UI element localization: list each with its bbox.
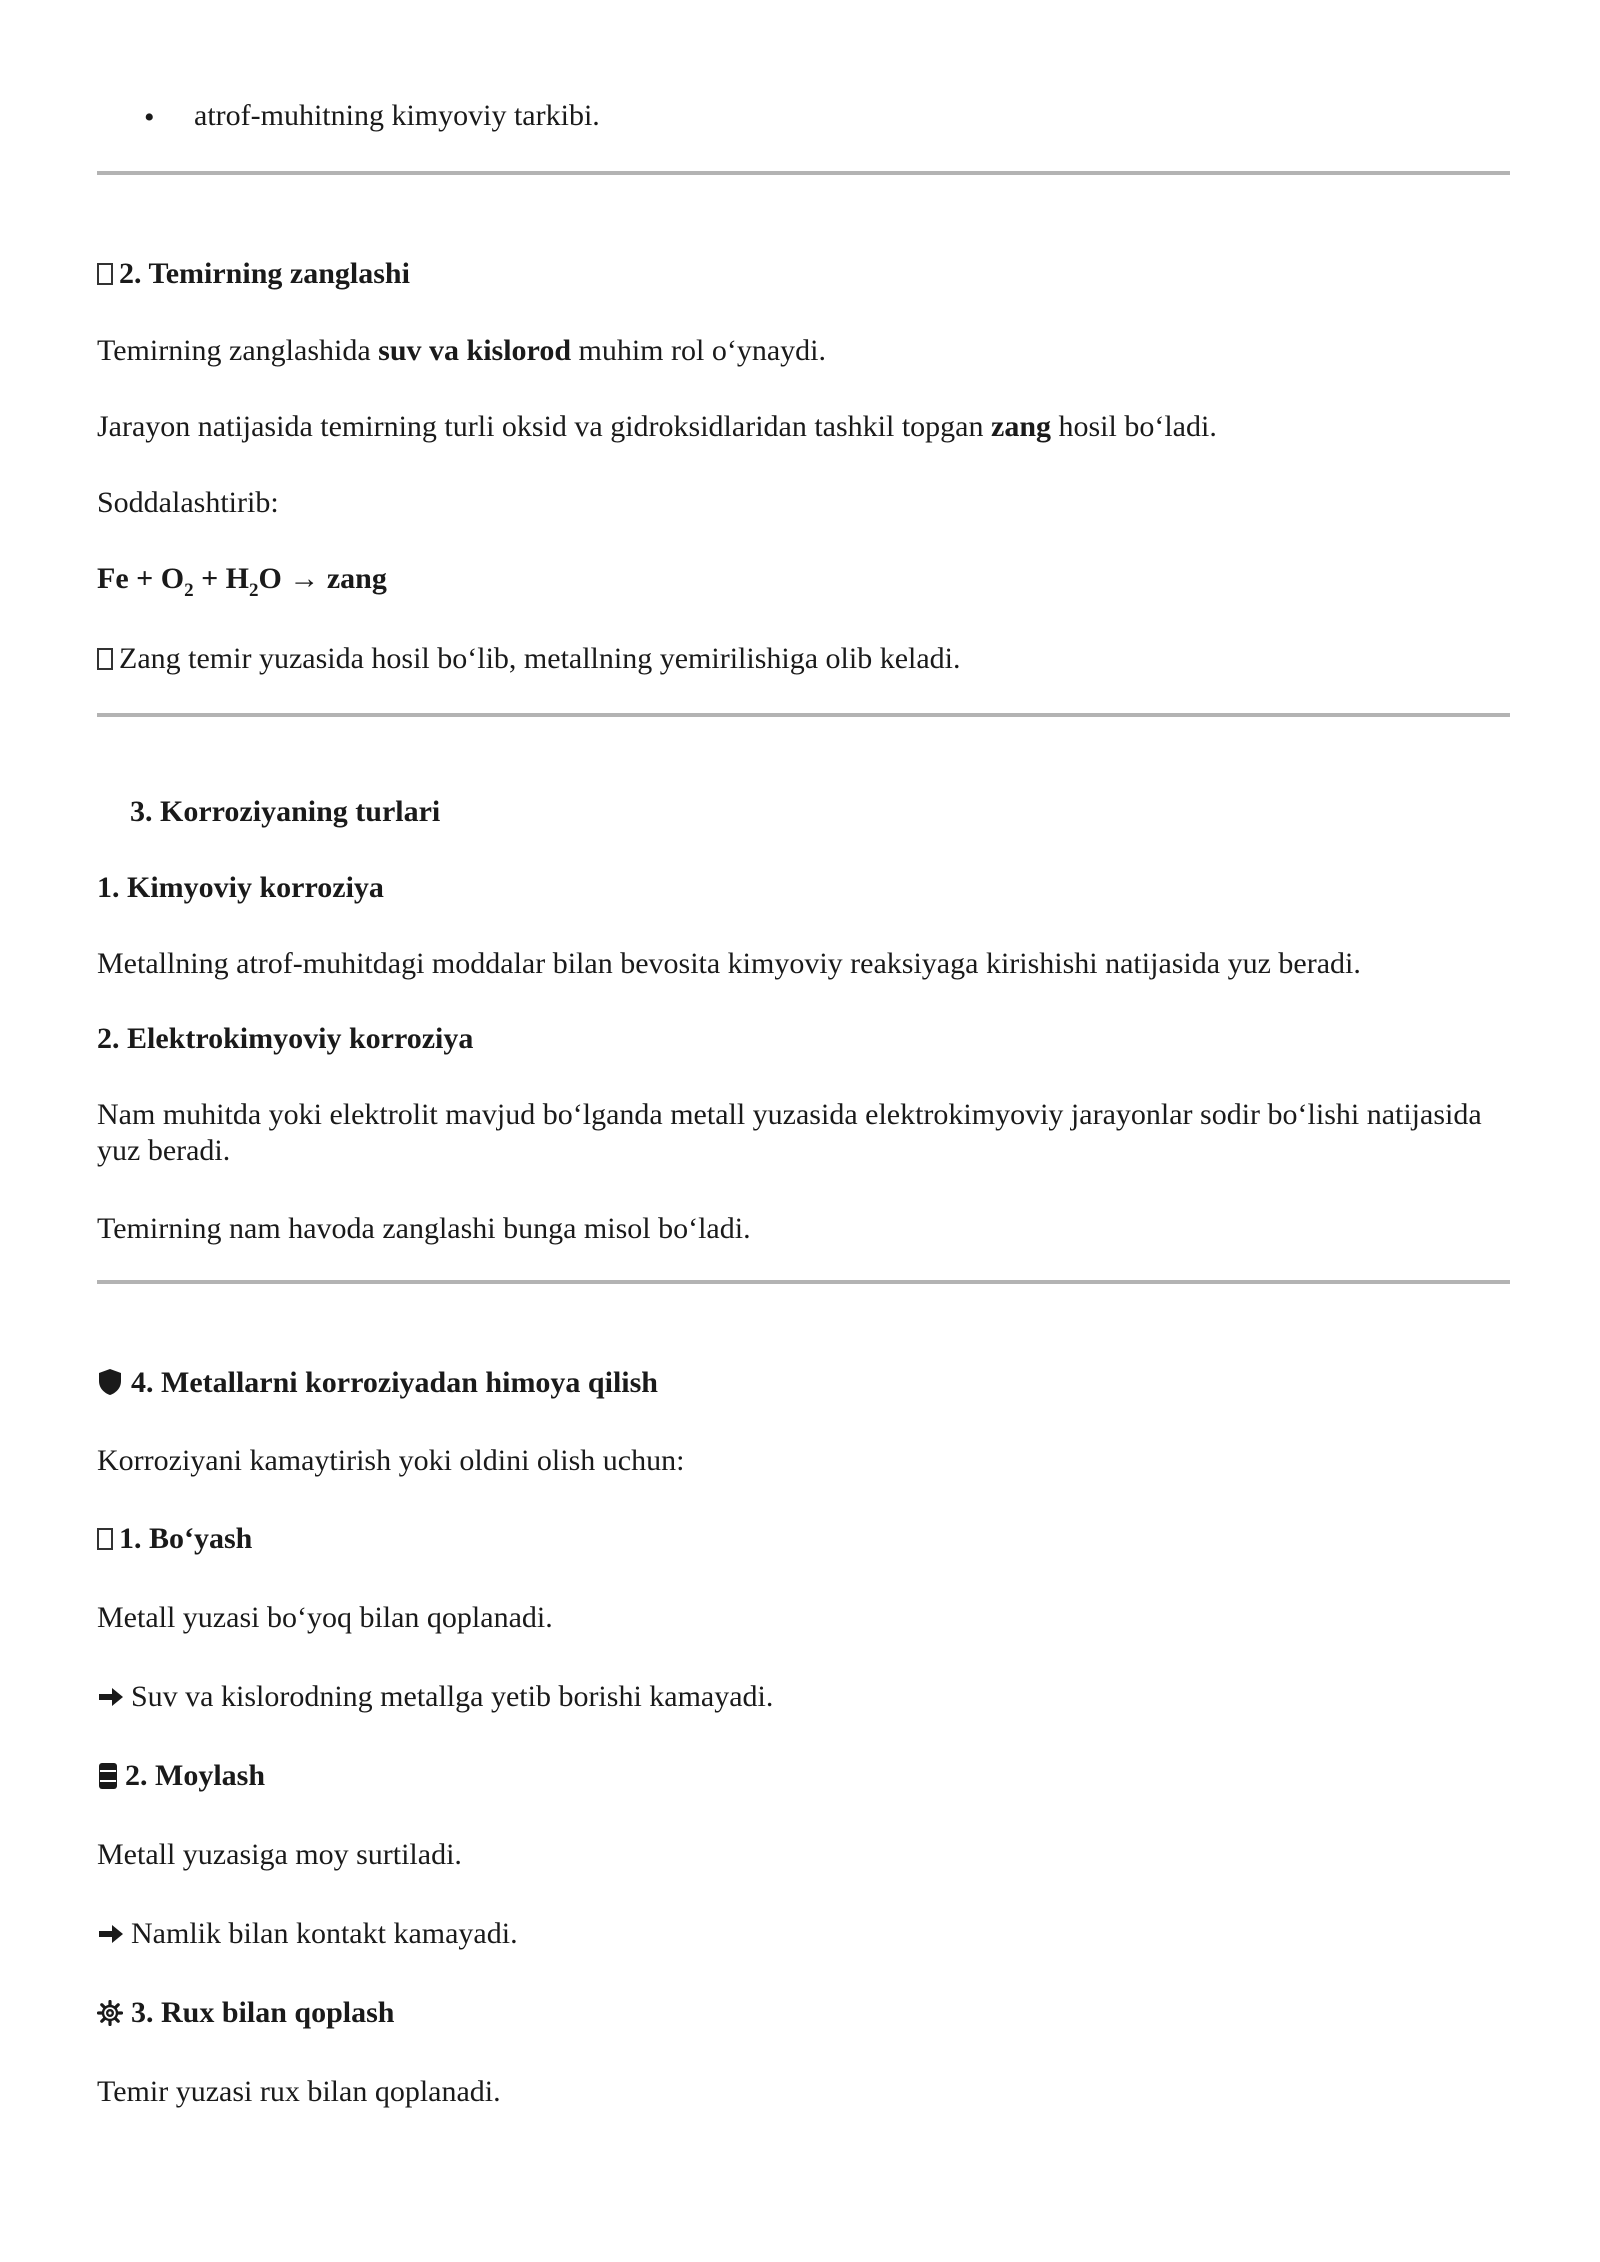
paragraph: Temir yuzasi rux bilan qoplanadi. bbox=[97, 2075, 501, 2108]
section-3-heading: 3. Korroziyaning turlari bbox=[130, 795, 441, 828]
missing-glyph-icon bbox=[97, 648, 113, 670]
divider bbox=[97, 1280, 1510, 1284]
section-4-heading: 4. Metallarni korroziyadan himoya qilish bbox=[97, 1365, 658, 1401]
result-line: Suv va kislorodning metallga yetib borishi kamayadi. bbox=[97, 1679, 773, 1715]
bullet-dot: • bbox=[144, 101, 155, 134]
paragraph: Temirning zanglashida suv va kislorod muhim rol o‘ynaydi. bbox=[97, 334, 826, 367]
paragraph: Nam muhitda yoki elektrolit mavjud bo‘lganda metall yuzasida elektrokimyoviy jarayonlar sodir bo‘lishi natijasida yuz beradi. bbox=[97, 1098, 1482, 1167]
bullet-item: atrof-muhitning kimyoviy tarkibi. bbox=[194, 99, 600, 132]
section-2-heading: 2. Temirning zanglashi bbox=[97, 256, 410, 292]
oil-drum-icon bbox=[97, 1761, 119, 1791]
gear-icon bbox=[97, 2000, 123, 2026]
subheading: 1. Kimyoviy korroziya bbox=[97, 871, 384, 904]
paragraph: Soddalashtirib: bbox=[97, 486, 279, 519]
paragraph: Metall yuzasiga moy surtiladi. bbox=[97, 1838, 462, 1871]
method-1-title: 1. Bo‘yash bbox=[97, 1521, 252, 1557]
shield-icon bbox=[97, 1368, 123, 1396]
note: Zang temir yuzasida hosil bo‘lib, metallning yemirilishiga olib keladi. bbox=[97, 641, 961, 677]
subheading: 2. Elektrokimyoviy korroziya bbox=[97, 1022, 474, 1055]
missing-glyph-icon bbox=[97, 1528, 113, 1550]
paragraph: Metallning atrof-muhitdagi moddalar bilan bevosita kimyoviy reaksiyaga kirishishi natijasida yuz beradi. bbox=[97, 947, 1361, 980]
right-arrow-icon bbox=[97, 1923, 125, 1945]
method-2-title: 2. Moylash bbox=[97, 1758, 265, 1794]
right-arrow-icon bbox=[97, 1686, 125, 1708]
paragraph: Metall yuzasi bo‘yoq bilan qoplanadi. bbox=[97, 1601, 553, 1634]
paragraph: Jarayon natijasida temirning turli oksid va gidroksidlaridan tashkil topgan zang hosil bo‘ladi. bbox=[97, 410, 1217, 443]
paragraph: Korroziyani kamaytirish yoki oldini olish uchun: bbox=[97, 1444, 685, 1477]
divider bbox=[97, 171, 1510, 175]
result-line: Namlik bilan kontakt kamayadi. bbox=[97, 1916, 518, 1952]
paragraph: Temirning nam havoda zanglashi bunga misol bo‘ladi. bbox=[97, 1212, 751, 1245]
missing-glyph-icon bbox=[97, 263, 113, 285]
equation: $Fe + O_2 + H_2O$ → zang bbox=[97, 562, 387, 601]
method-3-title: 3. Rux bilan qoplash bbox=[97, 1995, 394, 2031]
divider bbox=[97, 713, 1510, 717]
